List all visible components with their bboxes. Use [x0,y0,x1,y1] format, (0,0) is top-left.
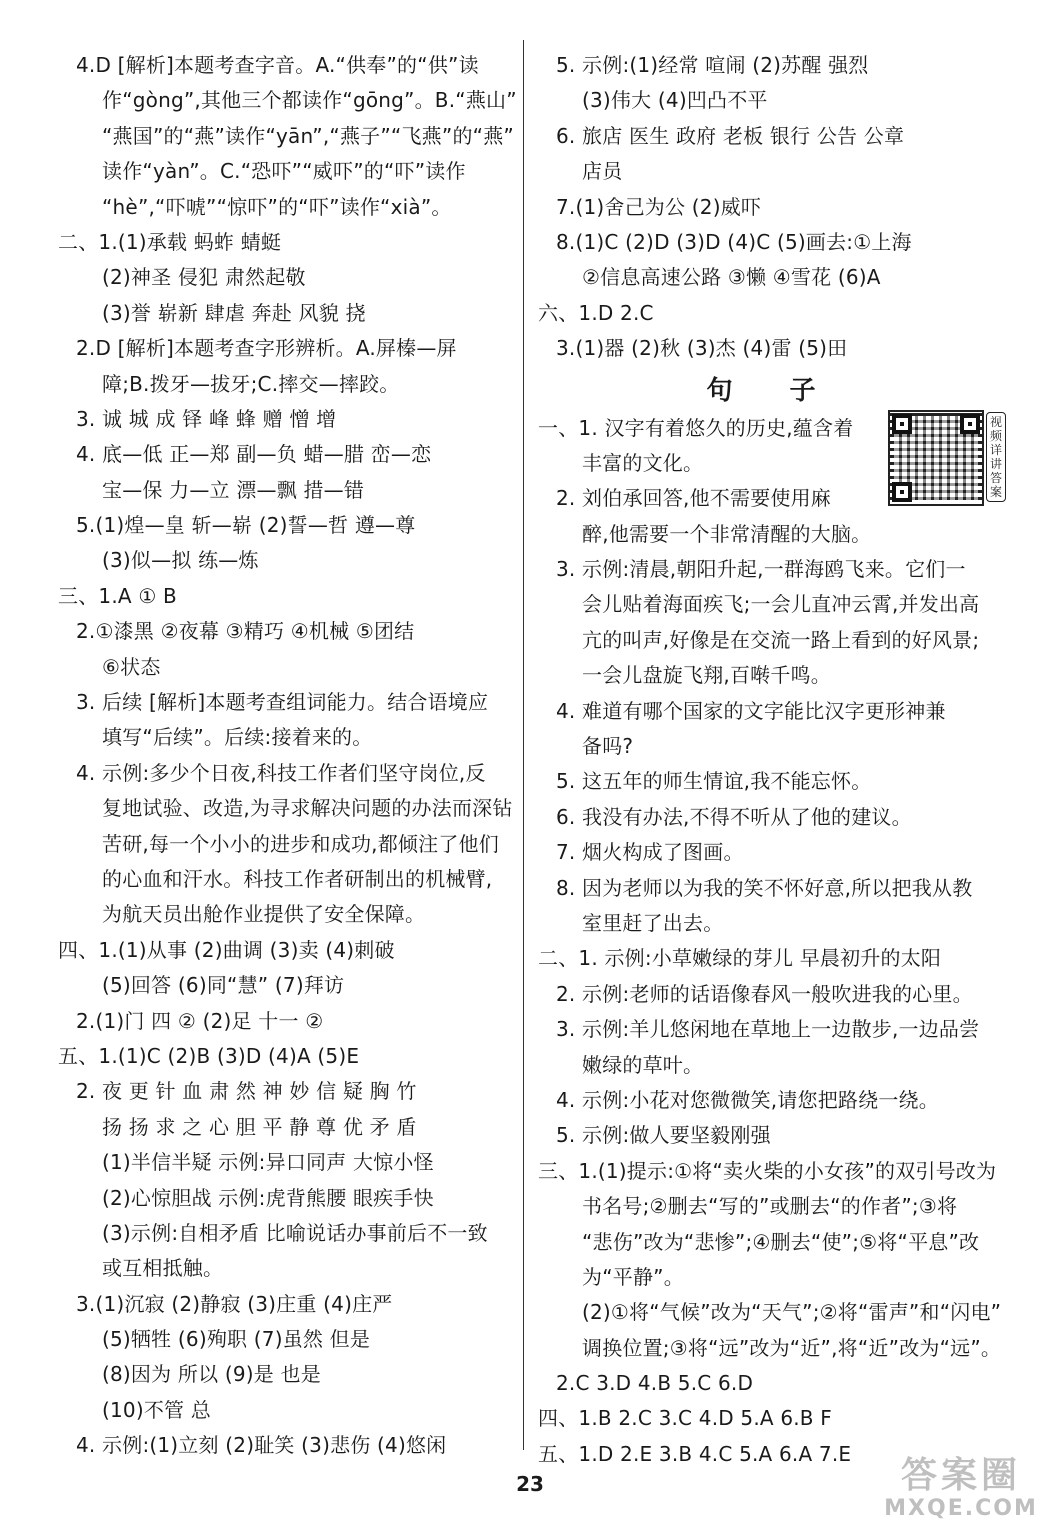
answer-line: 填写“后续”。后续:接着来的。 [102,725,373,750]
section-heading: 句 子 [706,375,840,406]
answer-line: 4. 底—低 正—郑 副—负 蜡—腊 峦—恋 [76,442,432,467]
page-number: 23 [516,1472,544,1496]
answer-line: 三、1.(1)提示:①将“卖火柴的小女孩”的双引号改为 [538,1158,997,1183]
answer-line: 备吗? [582,734,634,759]
answer-line: (1)半信半疑 示例:异口同声 大惊小怪 [102,1150,434,1175]
answer-line: (2)心惊胆战 示例:虎背熊腰 眼疾手快 [102,1185,434,1210]
answer-line: (2)①将“气候”改为“天气”;②将“雷声”和“闪电” [582,1300,1002,1325]
answer-line: (3)似—拟 练—炼 [102,548,259,573]
answer-line: 3.(1)沉寂 (2)静寂 (3)庄重 (4)庄严 [76,1291,393,1316]
answer-line: 4. 示例:小花对您微微笑,请您把路绕一绕。 [556,1087,939,1112]
answer-line: 扬 扬 求 之 心 胆 平 静 尊 优 矛 盾 [102,1114,417,1139]
answer-line: 5. 示例:(1)经常 喧闹 (2)苏醒 强烈 [556,53,869,77]
answer-line: (3)誉 崭新 肆虐 奔赴 风貌 挠 [102,300,366,325]
answer-line: 一、1. 汉字有着悠久的历史,蕴含着 [538,415,854,440]
answer-line: 店员 [582,159,623,184]
answer-line: 五、1.D 2.E 3.B 4.C 5.A 6.A 7.E [538,1441,852,1466]
answer-line: 复地试验、改造,为寻求解决问题的办法而深钻 [102,796,513,821]
answer-line: 5. 示例:做人要坚毅刚强 [556,1123,771,1148]
answer-line: 3. 诚 城 成 铎 峰 蜂 赠 憎 增 [76,406,337,431]
watermark [876,1456,1046,1522]
answer-line: (8)因为 所以 (9)是 也是 [102,1362,321,1387]
answer-line: 2.C 3.D 4.B 5.C 6.D [556,1371,754,1396]
answer-line: (5)牺牲 (6)殉职 (7)虽然 但是 [102,1327,371,1352]
answer-line: 宝—保 力—立 漂—飘 措—错 [102,477,365,502]
answer-line: 会儿贴着海面疾飞;一会儿直冲云霄,并发出高 [582,592,980,617]
answer-line: 书名号;②删去“写的”或删去“的作者”;③将 [582,1194,958,1219]
answer-line: 丰富的文化。 [582,450,704,475]
sentence-answers [538,411,1008,1473]
answer-line: (3)示例:自相矛盾 比喻说话办事前后不一致 [102,1220,488,1245]
answer-line: 亢的叫声,好像是在交流一路上看到的好风景; [582,627,980,652]
answer-line: 4. 示例:多少个日夜,科技工作者们坚守岗位,反 [76,760,486,785]
answer-line: 3. 后续 [解析]本题考查组词能力。结合语境应 [76,690,489,715]
answer-line: 2. 刘伯承回答,他不需要使用麻 [556,486,831,511]
watermark-logo-text: 答案圈 [900,1455,1021,1496]
answer-line: 7. 烟火构成了图画。 [556,840,744,865]
answer-line: 四、1.(1)从事 (2)曲调 (3)卖 (4)刺破 [58,937,395,962]
answer-line: 醉,他需要一个非常清醒的大脑。 [582,521,872,546]
answer-line: 4.D [解析]本题考查字音。A.“供奉”的“供”读 [76,53,479,77]
left-column [58,48,520,1464]
answer-line: 2. 夜 更 针 血 肃 然 神 妙 信 疑 胸 竹 [76,1079,417,1104]
answer-line: 2.(1)门 四 ② (2)足 十一 ② [76,1008,324,1033]
answer-line: 6. 我没有办法,不得不听从了他的建议。 [556,804,912,829]
answer-line: 2.①漆黑 ②夜幕 ③精巧 ④机械 ⑤团结 [76,619,415,644]
answer-line: 5. 这五年的师生情谊,我不能忘怀。 [556,769,872,794]
answer-line: 障;B.拨牙—拔牙;C.摔交—摔跤。 [102,371,400,396]
answer-line: 三、1.A ① B [58,583,177,608]
answer-line: (5)回答 (6)同“慧” (7)拜访 [102,973,345,998]
answer-line: 一会儿盘旋飞翔,百啭千鸣。 [582,663,831,688]
answer-line: 嫩绿的草叶。 [582,1052,704,1077]
answer-line: “hè”,“吓唬”“惊吓”的“吓”读作“xià”。 [102,194,452,219]
answer-line: ⑥状态 [102,654,161,679]
right-top-answers [538,48,1008,367]
answer-line: 6. 旅店 医生 政府 老板 银行 公告 公章 [556,123,905,148]
watermark-url: MXQE.COM [884,1496,1038,1521]
answer-line: 为“平静”。 [582,1264,684,1289]
answer-line: “燕国”的“燕”读作“yān”,“燕子”“飞燕”的“燕” [102,123,514,148]
column-divider [523,40,524,1450]
answer-line: (2)神圣 侵犯 肃然起敬 [102,265,306,290]
answer-line: ②信息高速公路 ③懒 ④雪花 (6)A [582,265,881,290]
answer-line: 2.D [解析]本题考查字形辨析。A.屏榛—屏 [76,336,457,361]
answer-line: 二、1. 示例:小草嫩绿的芽儿 早晨初升的太阳 [538,946,942,971]
answer-line: 7.(1)舍己为公 (2)威吓 [556,194,762,219]
answer-line: 五、1.(1)C (2)B (3)D (4)A (5)E [58,1043,360,1068]
answer-line: 的心血和汗水。科技工作者研制出的机械臂, [102,866,493,891]
answer-line: 六、1.D 2.C [538,300,654,325]
answer-line: (10)不管 总 [102,1397,212,1422]
answer-line: 读作“yàn”。C.“恐吓”“威吓”的“吓”读作 [102,159,466,184]
answer-line: 二、1.(1)承载 蚂蚱 蜻蜓 [58,229,282,254]
answer-line: 8.(1)C (2)D (3)D (4)C (5)画去:①上海 [556,229,912,254]
answer-line: 3.(1)器 (2)秋 (3)杰 (4)雷 (5)田 [556,336,848,361]
qr-code[interactable] [888,410,1008,510]
answer-line: 3. 示例:清晨,朝阳升起,一群海鸥飞来。它们一 [556,557,966,582]
answer-line: 为航天员出舱作业提供了安全保障。 [102,902,426,927]
answer-line: 8. 因为老师以为我的笑不怀好意,所以把我从教 [556,875,973,900]
answer-line: 2. 示例:老师的话语像春风一般吹进我的心里。 [556,981,973,1006]
answer-line: 5.(1)煌—皇 斩—崭 (2)誓—哲 遵—尊 [76,513,416,538]
answer-line: 作“gòng”,其他三个都读作“gōng”。B.“燕山” [102,88,517,113]
answer-line: 调换位置;③将“远”改为“近”,将“近”改为“远”。 [582,1335,1002,1360]
answer-line: 四、1.B 2.C 3.C 4.D 5.A 6.B F [538,1406,832,1431]
answer-line: 3. 示例:羊儿悠闲地在草地上一边散步,一边品尝 [556,1017,980,1042]
answer-line: 苦研,每一个小小的进步和成功,都倾注了他们 [102,831,499,856]
answer-line: 4. 示例:(1)立刻 (2)耻笑 (3)悲伤 (4)悠闲 [76,1433,447,1458]
right-column [538,48,1008,1472]
qr-code-icon [888,410,984,506]
answer-line: 4. 难道有哪个国家的文字能比汉字更形神兼 [556,698,946,723]
answer-line: “悲伤”改为“悲惨”;④删去“使”;⑤将“平息”改 [582,1229,980,1254]
answer-line: 或互相抵触。 [102,1256,224,1281]
answer-line: 室里赶了出去。 [582,910,724,935]
answer-line: (3)伟大 (4)凹凸不平 [582,88,768,113]
qr-label: 视频详讲答案 [986,412,1006,502]
